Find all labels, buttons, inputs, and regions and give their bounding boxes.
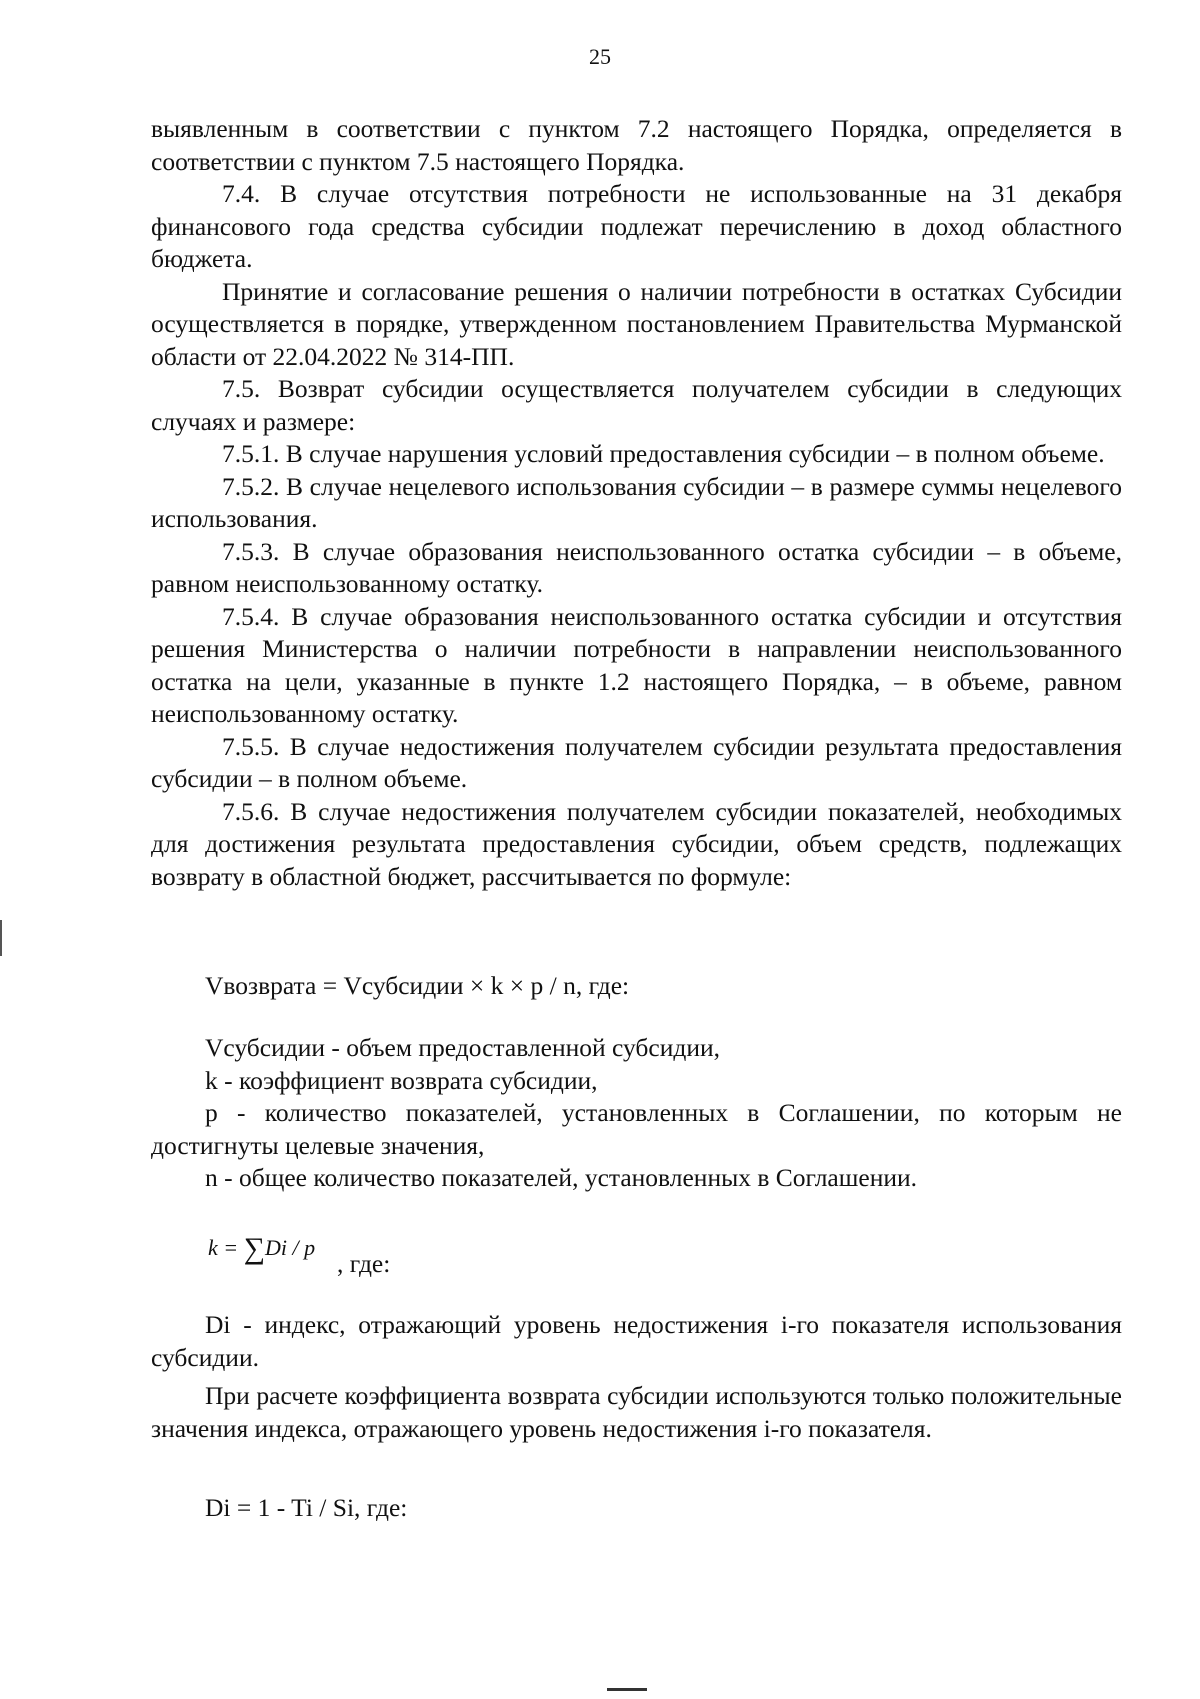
definition-v-subsidy: Vсубсидии - объем предоставленной субсидии, <box>205 1033 720 1062</box>
positive-values-note: При расчете коэффициента возврата субсидии используются только положительные значения индекса, отражающего уровень недостижения i-го показателя. <box>151 1381 1122 1443</box>
formula-2-definitions <box>151 1309 1122 1445</box>
paragraph-7-4: 7.4. В случае отсутствия потребности не использованные на 31 декабря финансового года средства субсидии подлежат перечислению в доход областного бюджета. <box>151 179 1122 273</box>
formula-1-definitions <box>151 1032 1122 1195</box>
coefficient-rhs: Di / p <box>265 1235 316 1260</box>
definition-p: p - количество показателей, установленных в Соглашении, по которым не достигнуты целевые значения, <box>151 1098 1122 1160</box>
return-volume-formula: Vвозврата = Vсубсидии × k × p / n, где: <box>205 971 630 1000</box>
coefficient-formula <box>208 1232 315 1266</box>
scan-edge-mark <box>0 920 2 956</box>
paragraph-7-5-2: 7.5.2. В случае нецелевого использования субсидии – в размере суммы нецелевого использования. <box>151 471 1122 533</box>
paragraph-7-5-1: 7.5.1. В случае нарушения условий предоставления субсидии – в полном объеме. <box>222 439 1105 468</box>
definition-n: n - общее количество показателей, установленных в Соглашении. <box>205 1163 918 1192</box>
page-number: 25 <box>589 44 611 69</box>
sum-symbol: ∑ <box>243 1232 266 1265</box>
coefficient-lhs: k = <box>208 1235 244 1260</box>
bottom-edge-mark <box>607 1688 647 1691</box>
paragraph-7-5-6: 7.5.6. В случае недостижения получателем субсидии показателей, необходимых для достижения результата предоставления субсидии, объем средств, подлежащих возврату в областной бюджет, рассчитывается по формуле: <box>151 796 1122 891</box>
paragraph-7-5-4: 7.5.4. В случае образования неиспользованного остатка субсидии и отсутствия решения Министерства о наличии потребности в направлении неиспользованного остатка на цели, указанные в пункте 1.2 настоящего Порядка, – в объеме, равном неиспользованному остатку. <box>151 601 1122 728</box>
paragraph-7-5-5: 7.5.5. В случае недостижения получателем субсидии результата предоставления субсидии – в полном объеме. <box>151 731 1122 793</box>
definition-di: Di - индекс, отражающий уровень недостижения i-го показателя использования субсидии. <box>151 1310 1122 1372</box>
index-formula: Di = 1 - Ti / Si, где: <box>205 1493 408 1522</box>
paragraph-7-5-3: 7.5.3. В случае образования неиспользованного остатка субсидии – в объеме, равном неиспользованному остатку. <box>151 536 1122 598</box>
definition-k: k - коэффициент возврата субсидии, <box>205 1065 598 1095</box>
body-text <box>151 113 1122 893</box>
paragraph-decision: Принятие и согласование решения о наличии потребности в остатках Субсидии осуществляется в порядке, утвержденном постановлением Правительства Мурманской области от 22.04.2022 № 314-ПП. <box>151 276 1122 371</box>
coefficient-formula-suffix: , где: <box>337 1249 391 1278</box>
paragraph-7-5: 7.5. Возврат субсидии осуществляется получателем субсидии в следующих случаях и размере: <box>151 374 1122 436</box>
paragraph-continuation: выявленным в соответствии с пунктом 7.2 настоящего Порядка, определяется в соответствии с пунктом 7.5 настоящего Порядка. <box>151 114 1122 176</box>
